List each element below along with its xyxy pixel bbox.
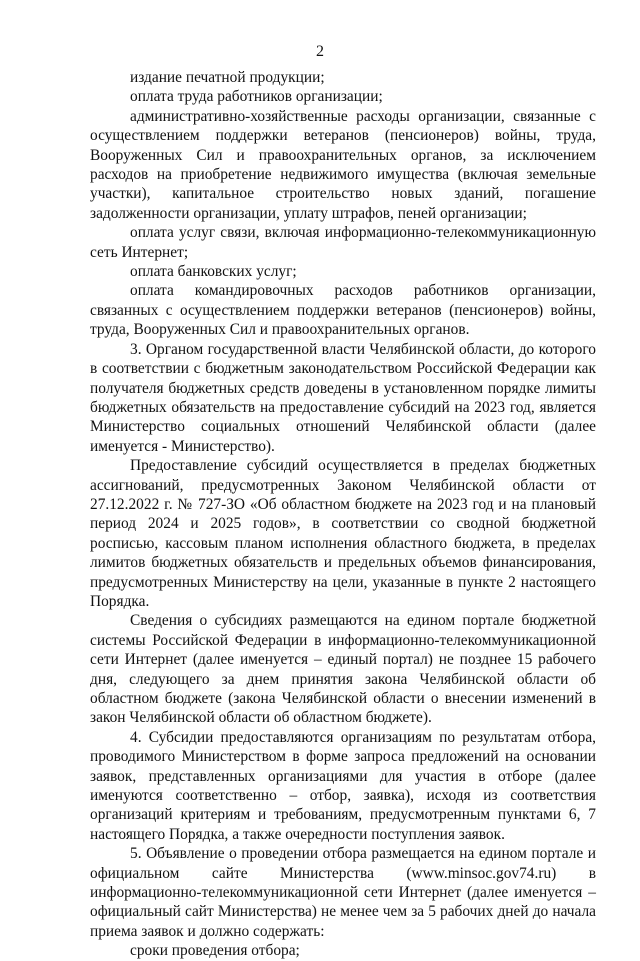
- list-item-communication: оплата услуг связи, включая информационно-телекоммуникационную сеть Интернет;: [90, 224, 596, 261]
- document-body: [90, 68, 596, 961]
- clause-5-item-deadlines: сроки проведения отбора;: [130, 942, 300, 960]
- clause-4: 4. Субсидии предоставляются организациям по результатам отбора, проводимого Министерством в форме запроса предложений на основании заявок, представленных организациями для участия в отборе (далее именуются соответственно – отбор, заявка), исходя из соответствия организаций критериям и требованиям, предусмотренным пунктами 6, 7 настоящего Порядка, а также очередности поступления заявок.: [90, 728, 596, 843]
- clause-3-portal-info: Сведения о субсидиях размещаются на едином портале бюджетной системы Российской Федерации в информационно-телекоммуникационной сети Интернет (далее именуется – единый портал) не позднее 15 рабочего дня, следующего за днем принятия закона Челябинской области об областном бюджете (закона Челябинской области о внесении изменений в закон Челябинской области об областном бюджете).: [90, 612, 596, 727]
- list-item-admin-expenses: административно-хозяйственные расходы организации, связанные с осуществлением поддержки ветеранов (пенсионеров) войны, труда, Вооруженных Сил и правоохранительных органов, за исключением расходов на приобретение недвижимого имущества (включая земельные участки), капитальное строительство новых зданий, погашение задолженности организации, уплату штрафов, пеней организации;: [90, 107, 596, 222]
- list-item-banking: оплата банковских услуг;: [130, 263, 297, 281]
- list-item-salary: оплата труда работников организации;: [130, 88, 383, 106]
- list-item-travel: оплата командировочных расходов работников организации, связанных с осуществлением поддержки ветеранов (пенсионеров) войны, труда, Вооруженных Сил и правоохранительных органов.: [90, 282, 596, 339]
- page-number: 2: [316, 43, 324, 60]
- list-item-printing: издание печатной продукции;: [130, 69, 325, 86]
- clause-5: 5. Объявление о проведении отбора размещается на едином портале и официальном сайте Министерства (www.minsoc.gov74.ru) в информационно-телекоммуникационной сети Интернет (далее именуется – официальный сайт Министерства) не менее чем за 5 рабочих дней до начала приема заявок и должно содержать:: [90, 845, 596, 940]
- clause-3: 3. Органом государственной власти Челябинской области, до которого в соответствии с бюджетным законодательством Российской Федерации как получателя бюджетных средств доведены в установленном порядке лимиты бюджетных обязательств на предоставление субсидий на 2023 год, является Министерство социальных отношений Челябинской области (далее именуется - Министерство).: [90, 340, 596, 455]
- clause-3-subsidy-limits: Предоставление субсидий осуществляется в пределах бюджетных ассигнований, предусмотренных Законом Челябинской области от 27.12.2022 г. № 727-ЗО «Об областном бюджете на 2023 год и на плановый период 2024 и 2025 годов», в соответствии со сводной бюджетной росписью, кассовым планом исполнения областного бюджета, в пределах лимитов бюджетных обязательств и предельных объемов финансирования, предусмотренных Министерству на цели, указанные в пункте 2 настоящего Порядка.: [90, 457, 596, 610]
